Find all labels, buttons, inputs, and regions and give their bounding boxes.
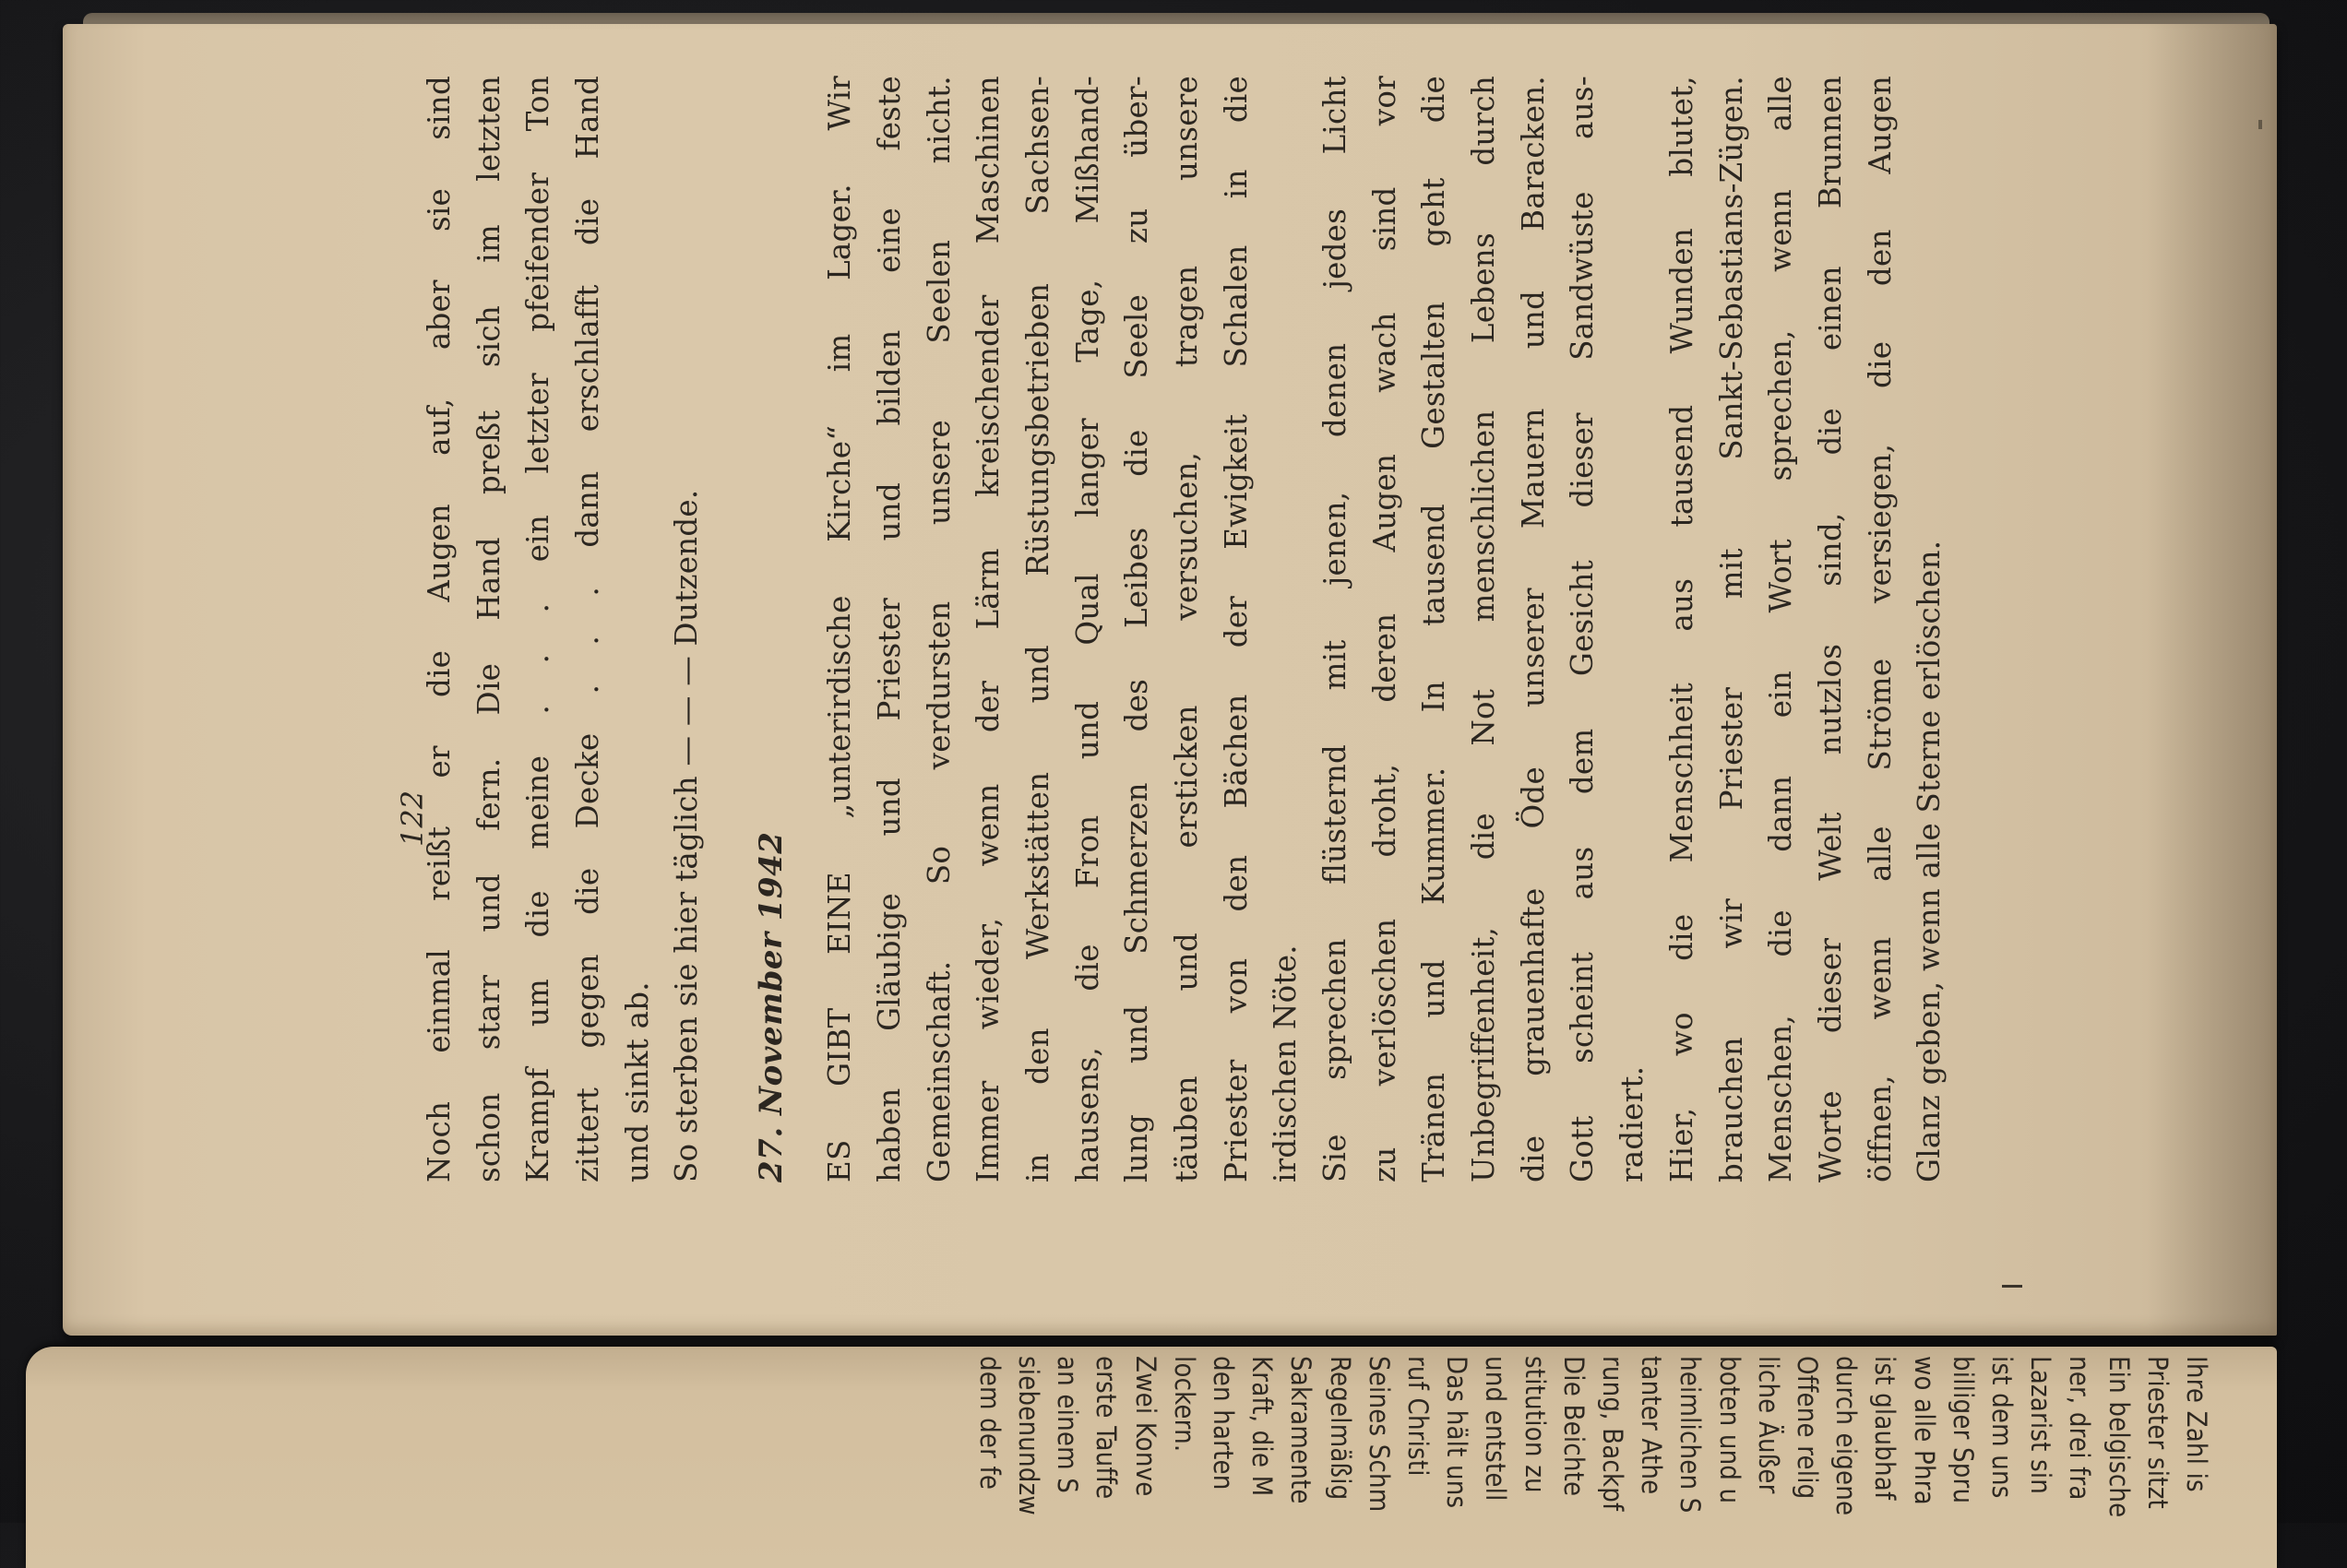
next-page-line: ist glaubhaf	[1869, 1356, 1901, 1501]
next-page-line: lockern.	[1168, 1356, 1200, 1453]
text-line: irdischen Nöte.	[1268, 944, 1304, 1182]
page-number: 122	[395, 790, 430, 847]
next-page-line: liche Äußer	[1752, 1356, 1784, 1494]
next-page-line: und entstell	[1480, 1356, 1512, 1502]
text-line: die grauenhafte Öde unserer Mauern und Baracken.	[1515, 76, 1551, 1182]
text-line: Tränen und Kummer. In tausend Gestalten geht die	[1416, 76, 1452, 1182]
text-line: Noch einmal reißt er die Augen auf, aber sie sind	[422, 76, 457, 1182]
text-line: Menschen, die dann ein Wort sprechen, wenn alle	[1763, 76, 1799, 1182]
paragraph	[415, 76, 662, 1182]
next-page-line: ruf Christi	[1402, 1356, 1434, 1477]
text-line: Worte dieser Welt nutzlos sind, die einen Brunnen	[1812, 76, 1848, 1182]
text-line: Unbegriffenheit, die Not menschlichen Lebens durch	[1466, 76, 1502, 1182]
date-heading: 27. November 1942	[753, 831, 791, 1182]
next-page-line: wo alle Phra	[1908, 1356, 1940, 1505]
next-page-line: heimlichen S	[1674, 1356, 1707, 1514]
next-page-line: boten und u	[1713, 1356, 1745, 1504]
text-line: So sterben sie hier täglich — — — Dutzende.	[669, 489, 705, 1182]
paragraph	[662, 76, 712, 1182]
text-line: lung und Schmerzen des Leibes die Seele zu über-	[1119, 76, 1155, 1182]
next-page-line: dem der fe	[973, 1356, 1006, 1491]
paragraph	[1658, 76, 1955, 1182]
next-page-line: Das hält uns	[1441, 1356, 1473, 1509]
next-page-line: tanter Athe	[1636, 1356, 1668, 1495]
next-page-line: an einem S	[1052, 1356, 1084, 1493]
next-page-line: siebenundzw	[1013, 1356, 1044, 1515]
text-line: zu verlöschen droht, deren Augen wach sind vor	[1366, 76, 1402, 1182]
next-page-line: rung, Backpf	[1597, 1356, 1628, 1512]
next-page-line: erste Tauffe	[1090, 1356, 1123, 1500]
text-line: Immer wieder, wenn der Lärm kreischender Maschinen	[971, 76, 1007, 1182]
spacer	[799, 76, 816, 1182]
text-line: hausens, die Fron und Qual langer Tage, Mißhand-	[1069, 76, 1105, 1182]
text-line: brauchen wir Priester mit Sankt-Sebastians-Zügen.	[1713, 76, 1749, 1182]
text-line: Glanz geben, wenn alle Sterne erlöschen.	[1912, 540, 1948, 1182]
next-page-line: Ihre Zahl is	[2181, 1356, 2212, 1492]
next-page-line: Zwei Konve	[1129, 1356, 1162, 1497]
next-page-line: Sakramente	[1285, 1356, 1317, 1504]
next-page-line: durch eigene	[1830, 1356, 1863, 1516]
text-line: Priester von den Bächen der Ewigkeit Schalen in die	[1218, 76, 1254, 1182]
text-line: täuben und ersticken versuchen, tragen unsere	[1168, 76, 1204, 1182]
text-line: Krampf um die meine . . . ein letzter pfeifender Ton	[520, 76, 556, 1182]
next-page-line: ner, drei fra	[2064, 1356, 2096, 1501]
next-page-line: Ein belgische	[2103, 1356, 2135, 1518]
book-page-next	[26, 1347, 2277, 1568]
next-page-line: billiger Spru	[1947, 1356, 1979, 1504]
next-page-line: Die Beichte	[1557, 1356, 1590, 1497]
dust-speck	[2258, 120, 2262, 129]
paragraph	[1311, 76, 1658, 1182]
next-page-line: den harten	[1208, 1356, 1239, 1491]
next-page-line: Seines Schm	[1363, 1356, 1395, 1513]
next-page-line: Lazarist sin	[2025, 1356, 2057, 1495]
text-line: radiert.	[1614, 1065, 1650, 1182]
next-page-line: ist dem uns	[1986, 1356, 2018, 1499]
text-line: Gott scheint aus dem Gesicht dieser Sandwüste aus-	[1565, 76, 1601, 1182]
text-line: und sinkt ab.	[619, 981, 655, 1182]
text-line: haben Gläubige und Priester und bilden eine feste	[871, 76, 907, 1182]
page-text-block	[415, 76, 1955, 1182]
next-page-line: Regelmäßig	[1324, 1356, 1356, 1501]
text-line: zittert gegen die Decke . . . dann erschlafft die Hand	[570, 76, 606, 1182]
text-line: Gemeinschaft. So verdursten unsere Seelen nicht.	[921, 76, 957, 1182]
ink-mark	[2002, 1285, 2022, 1288]
next-page-line: stitution zu	[1519, 1356, 1551, 1493]
text-line: Sie sprechen flüsternd mit jenen, denen jedes Licht	[1317, 76, 1352, 1182]
text-line: Hier, wo die Menschheit aus tausend Wunden blutet,	[1663, 76, 1699, 1182]
text-line: ES GIBT EINE „unterirdische Kirche“ im Lager. Wir	[822, 76, 858, 1182]
next-page-line: Kraft, die M	[1246, 1356, 1279, 1497]
text-line: in den Werkstätten und Rüstungsbetrieben Sachsen-	[1019, 76, 1055, 1182]
paragraph	[816, 76, 1311, 1182]
spacer	[712, 76, 744, 1182]
text-line: schon starr und fern. Die Hand preßt sich im letzten	[471, 76, 506, 1182]
next-page-line: Priester sitzt	[2141, 1356, 2174, 1509]
next-page-line: Offene relig	[1792, 1356, 1823, 1500]
text-line: öffnen, wenn alle Ströme versiegen, die den Augen	[1862, 76, 1898, 1182]
